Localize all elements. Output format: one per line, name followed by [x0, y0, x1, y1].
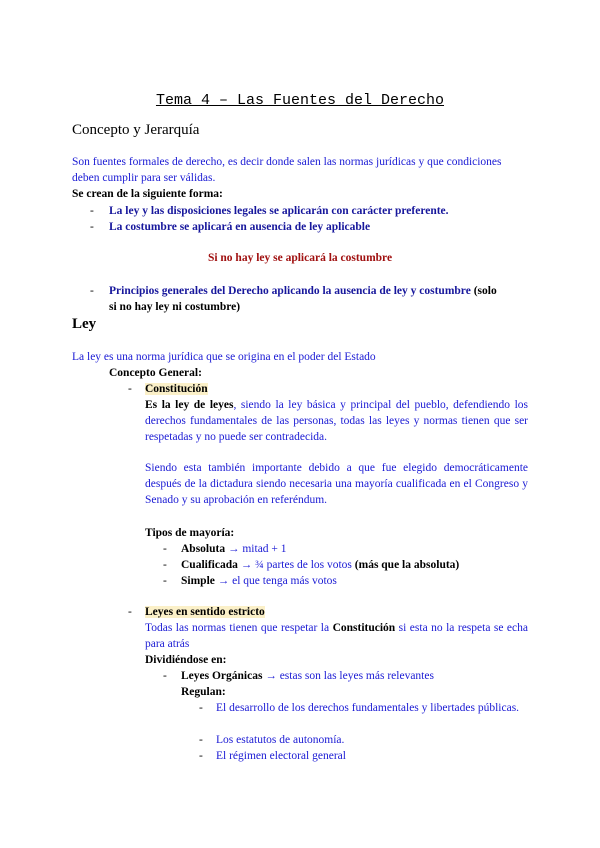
- bullet-dash: -: [199, 734, 203, 746]
- regulan-item-1: El desarrollo de los derechos fundamentales y libertades públicas.: [216, 702, 520, 714]
- leyes-p-a: Todas las normas tienen que respetar la: [145, 622, 333, 634]
- organicas-desc: → estas son las leyes más relevantes: [262, 670, 434, 682]
- organicas-term: Leyes Orgánicas: [181, 670, 263, 682]
- principios-text: Principios generales del Derecho aplicando la ausencia de ley y costumbre: [109, 285, 471, 297]
- document-title: Tema 4 – Las Fuentes del Derecho: [155, 92, 445, 109]
- regulan-item-3: El régimen electoral general: [216, 750, 346, 762]
- bullet-ley: La ley y las disposiciones legales se aplicarán con carácter preferente.: [109, 205, 449, 217]
- bullet-dash: -: [90, 285, 94, 297]
- intro-line-2: deben cumplir para ser válidas.: [72, 172, 216, 184]
- bullet-costumbre: La costumbre se aplicará en ausencia de ley aplicable: [109, 221, 371, 233]
- bullet-dash: -: [163, 543, 167, 555]
- principios-tail: (solo: [470, 285, 497, 297]
- mayoria-desc: → el que tenga más votos: [214, 575, 337, 587]
- center-note: Si no hay ley se aplicará la costumbre: [207, 252, 393, 264]
- mayoria-cualificada: [181, 557, 459, 573]
- const-p1-rest: , siendo la ley básica y principal del pueblo, defendiendo los derechos fundamentales de las personas, todas las leyes y normas tienen que ser respetadas y no puede ser contradecida.: [145, 399, 528, 443]
- leyes-estricto-title-text: Leyes en sentido estricto: [145, 606, 265, 618]
- mayoria-desc: → ¾ partes de los votos: [237, 559, 352, 571]
- mayoria-term: Absoluta: [181, 543, 226, 555]
- section-heading-ley: Ley: [72, 316, 97, 332]
- bullet-dash: -: [163, 670, 167, 682]
- leyes-estricto-title: [145, 604, 265, 620]
- constitucion-title-text: Constitución: [145, 383, 208, 395]
- mayoria-extra: (más que la absoluta): [351, 559, 460, 571]
- tipos-mayoria-label: Tipos de mayoría:: [145, 527, 235, 539]
- section-heading-concepto: Concepto y Jerarquía: [72, 122, 200, 138]
- principios-line-2: si no hay ley ni costumbre): [109, 301, 241, 313]
- bullet-dash: -: [90, 205, 94, 217]
- mayoria-term: Cualificada: [181, 559, 238, 571]
- constitucion-paragraph-1: [145, 397, 528, 445]
- regulan-item-2: Los estatutos de autonomía.: [216, 734, 345, 746]
- constitucion-paragraph-2: Siendo esta también importante debido a que fue elegido democráticamente después de la dictadura siendo necesaria una mayoría cualificada en el Congreso y Senado y su aprobación en referéndum.: [145, 462, 528, 506]
- leyes-paragraph: [145, 620, 528, 652]
- bullet-dash: -: [199, 750, 203, 762]
- ley-definition: La ley es una norma jurídica que se origina en el poder del Estado: [72, 351, 376, 363]
- leyes-p-constitucion: Constitución: [332, 622, 396, 634]
- dividiendose-label: Dividiéndose en:: [145, 654, 227, 666]
- constitucion-title: [145, 381, 208, 397]
- intro-line-1: Son fuentes formales de derecho, es decir donde salen las normas jurídicas y que condiciones: [72, 156, 502, 168]
- bullet-dash: -: [199, 702, 203, 714]
- regulan-label: Regulan:: [181, 686, 226, 698]
- bullet-dash: -: [90, 221, 94, 233]
- ley-de-leyes: Es la ley de leyes: [145, 399, 234, 411]
- leyes-p-b: si esta no la respeta se echa para atrás: [145, 622, 528, 650]
- mayoria-desc: → mitad + 1: [225, 543, 287, 555]
- bullet-dash: -: [163, 559, 167, 571]
- bullet-dash: -: [128, 383, 132, 395]
- leyes-organicas: [181, 668, 434, 684]
- created-label: Se crean de la siguiente forma:: [72, 188, 223, 200]
- mayoria-simple: [181, 573, 337, 589]
- bullet-principios: [109, 283, 497, 299]
- mayoria-absoluta: [181, 541, 287, 557]
- mayoria-term: Simple: [181, 575, 215, 587]
- bullet-dash: -: [163, 575, 167, 587]
- bullet-dash: -: [128, 606, 132, 618]
- concepto-general-label: Concepto General:: [109, 367, 202, 379]
